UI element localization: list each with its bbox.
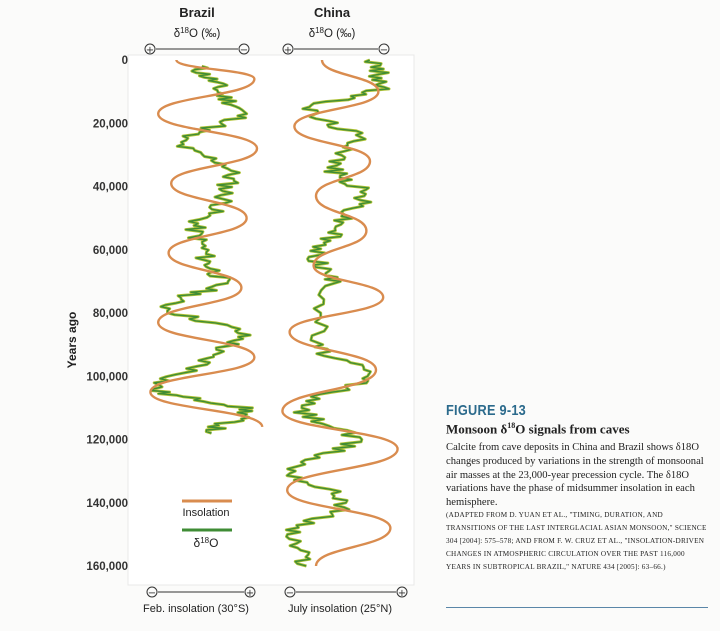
china-bottom-plus: +: [397, 588, 407, 599]
brazil-bottom-plus: +: [245, 588, 255, 599]
china-top-minus: −: [379, 45, 389, 56]
y-tick-label: 60,000: [92, 244, 128, 257]
brazil-bottom-axis-label: Feb. insolation (30°S): [143, 603, 249, 615]
y-tick-label: 120,000: [86, 434, 128, 447]
y-tick-label: 100,000: [86, 371, 128, 384]
china-bottom-axis-label: July insolation (25°N): [287, 603, 393, 615]
y-tick-label: 0: [121, 55, 128, 67]
y-tick-label: 20,000: [92, 118, 128, 131]
caption-rule: [446, 607, 708, 608]
china-title: China: [313, 5, 351, 20]
y-axis-label: Years ago: [65, 311, 79, 369]
brazil-bottom-minus: −: [147, 588, 157, 599]
caption-source: (ADAPTED FROM D. YUAN ET AL., "TIMING, DURATION, AND TRANSITIONS OF THE LAST INTERGLACIAL ASIAN MONSOON," SCIENCE 304 [2004]: 575–578; AND FROM F. W. CRUZ ET AL., "INSOLATION-DRIVEN CHANGES IN ATMOSPHERIC CIRCULATION OVER THE PAST 116,000 YEARS IN SUBTROPICAL BRAZIL," NATURE 434 [2005]: 63–66.): [446, 511, 707, 572]
legend-insolation-label: Insolation: [182, 507, 230, 519]
china-bottom-arrow: [285, 587, 407, 597]
y-tick-label: 140,000: [86, 497, 128, 510]
y-tick-label: 80,000: [92, 308, 128, 320]
y-tick-label: 40,000: [92, 181, 128, 194]
brazil-bottom-arrow: [147, 587, 255, 597]
brazil-top-arrow: [145, 44, 249, 54]
brazil-top-minus: −: [239, 45, 249, 56]
figure-label: FIGURE 9-13: [446, 402, 527, 419]
legend-d18o-label: $\delta^{18}O$: [193, 535, 219, 550]
china-bottom-minus: −: [285, 588, 295, 599]
caption-body: Calcite from cave deposits in China and Brazil shows δ18O changes produced by variations in the strength of monsoonal air masses at the 23,000-year precession cycle. The δ18O variations have the phase of midsummer insolation in each hemisphere.: [446, 442, 704, 508]
y-tick-label: 160,000: [86, 561, 128, 573]
brazil-unit: $\delta^{18}O$ (‰): [173, 25, 221, 40]
y-tick-labels: [86, 55, 128, 573]
plot-area: [128, 55, 414, 585]
caption-title: Monsoon $\delta^{18}O$ signals from caves: [446, 421, 630, 437]
brazil-title: Brazil: [179, 5, 215, 20]
brazil-top-plus: +: [145, 45, 155, 56]
china-top-arrow: [283, 44, 389, 54]
china-top-plus: +: [283, 45, 293, 56]
china-unit: $\delta^{18}O$ (‰): [308, 25, 356, 40]
figure-caption: [446, 402, 708, 574]
